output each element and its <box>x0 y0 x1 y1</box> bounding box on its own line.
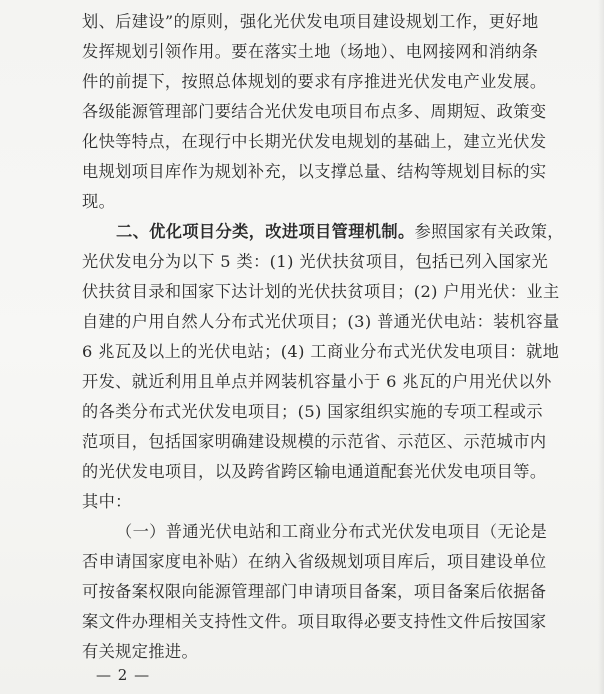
text-line: 范项目，包括国家明确建设规模的示范省、示范区、示范城市内 <box>82 432 547 451</box>
text-line: 否申请国家度电补贴）在纳入省级规划项目库后，项目建设单位 <box>82 552 547 571</box>
text-line: 6 兆瓦及以上的光伏电站；(4) 工商业分布式光伏发电项目：就地 <box>82 342 560 361</box>
section-heading-rest: 参照国家有关政策， <box>414 222 564 241</box>
text-line: 发挥规划引领作用。要在落实土地（场地）、电网接网和消纳条 <box>82 42 539 61</box>
page-number: — 2 — <box>96 666 151 684</box>
text-line: 其中： <box>82 492 132 511</box>
text-line: 电规划项目库作为规划补充，以支撑总量、结构等规划目标的实 <box>82 162 547 181</box>
section-heading-line <box>116 220 564 244</box>
text-line: 件的前提下，按照总体规划的要求有序推进光伏发电产业发展。 <box>82 72 547 91</box>
text-line: 可按备案权限向能源管理部门申请项目备案，项目备案后依据备 <box>82 582 547 601</box>
text-line: 自建的户用自然人分布式光伏项目；(3) 普通光伏电站：装机容量 <box>82 312 560 331</box>
text-line: 的各类分布式光伏发电项目；(5) 国家组织实施的专项工程或示 <box>82 402 543 421</box>
text-line: 有关规定推进。 <box>82 642 199 661</box>
text-line: 案文件办理相关支持性文件。项目取得必要支持性文件后按国家 <box>82 612 547 631</box>
text-line: 光伏发电分为以下 5 类：(1) 光伏扶贫项目，包括已列入国家光 <box>82 252 549 271</box>
text-line: 伏扶贫目录和国家下达计划的光伏扶贫项目；(2) 户用光伏：业主 <box>82 282 560 301</box>
text-line: 各级能源管理部门要结合光伏发电项目布点多、周期短、政策变 <box>82 102 547 121</box>
text-line: 划、后建设”的原则，强化光伏发电项目建设规划工作，更好地 <box>82 12 539 31</box>
text-line: 现。 <box>82 192 116 211</box>
section-heading: 二、优化项目分类，改进项目管理机制。 <box>116 222 415 241</box>
text-line: （一）普通光伏电站和工商业分布式光伏发电项目（无论是 <box>116 522 548 541</box>
text-line: 的光伏发电项目，以及跨省跨区输电通道配套光伏发电项目等。 <box>82 462 547 481</box>
text-line: 开发、就近利用且单点并网装机容量小于 6 兆瓦的户用光伏以外 <box>82 372 552 391</box>
text-line: 化快等特点，在现行中长期光伏发电规划的基础上，建立光伏发 <box>82 132 547 151</box>
